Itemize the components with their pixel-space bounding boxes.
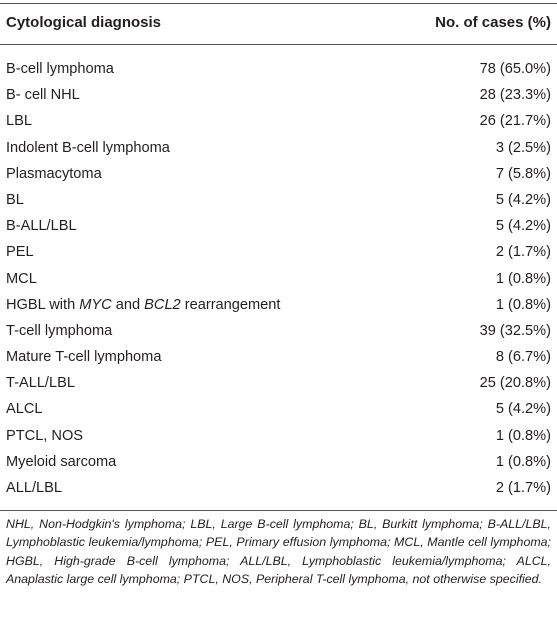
- table-row: [0, 423, 557, 449]
- row-diagnosis: Plasmacytoma: [6, 165, 102, 182]
- table-row: [0, 82, 557, 108]
- row-cases: 5 (4.2%): [495, 191, 551, 208]
- row-diagnosis: LBL: [6, 113, 32, 130]
- table-row: [0, 266, 557, 292]
- row-diagnosis: ALCL: [6, 401, 43, 418]
- table-row: [0, 135, 557, 161]
- table-row: [0, 292, 557, 318]
- table-top-rule: [0, 3, 557, 4]
- row-diagnosis-part: rearrangement: [180, 296, 281, 313]
- header-cases: No. of cases (%): [435, 14, 551, 31]
- row-cases: 39 (32.5%): [479, 322, 551, 339]
- row-diagnosis: PEL: [6, 244, 34, 261]
- table-header: [0, 10, 557, 36]
- table-row: [0, 108, 557, 134]
- row-diagnosis: B-cell lymphoma: [6, 61, 114, 77]
- table-row: [0, 449, 557, 475]
- row-diagnosis: B-ALL/LBL: [6, 218, 77, 235]
- row-diagnosis: Myeloid sarcoma: [6, 453, 117, 470]
- row-diagnosis-part: HGBL with: [6, 296, 80, 313]
- row-cases: 1 (0.8%): [495, 270, 551, 287]
- row-diagnosis: PTCL, NOS: [6, 427, 84, 444]
- table-footnote: NHL, Non-Hodgkin's lymphoma; LBL, Large B-cell lymphoma; BL, Burkitt lymphoma; B-ALL/LBL, Lymphoblastic leukemia/lymphoma; PEL, Primary effusion lymphoma; MCL, Mantle cell lymphoma; HGBL, High-grade B-cell lymphoma; ALL/LBL, Lymphoblastic leukemia/lymphoma; ALCL, Anaplastic large cell lymphoma; PTCL, NOS, Peripheral T-cell lymphoma, not otherwise specified.: [6, 517, 551, 587]
- row-diagnosis-gene: MYC: [79, 296, 112, 313]
- table-row: [0, 213, 557, 239]
- row-cases: 26 (21.7%): [479, 113, 551, 130]
- row-cases: 1 (0.8%): [495, 453, 551, 470]
- row-cases: 28 (23.3%): [479, 87, 551, 104]
- row-diagnosis: T-cell lymphoma: [6, 322, 113, 339]
- table-row: [0, 318, 557, 344]
- row-diagnosis-gene: BCL2: [144, 296, 181, 313]
- table-header-rule: [0, 44, 557, 45]
- table-row: [0, 370, 557, 396]
- row-cases: 78 (65.0%): [479, 61, 551, 77]
- row-diagnosis: B- cell NHL: [6, 87, 80, 104]
- header-diagnosis: Cytological diagnosis: [6, 14, 162, 31]
- table-row: [0, 344, 557, 370]
- table-row: [0, 475, 557, 501]
- row-diagnosis: Indolent B-cell lymphoma: [6, 139, 170, 156]
- row-cases: 2 (1.7%): [495, 480, 551, 496]
- table-row: [0, 161, 557, 187]
- row-cases: 1 (0.8%): [495, 427, 551, 444]
- row-cases: 8 (6.7%): [495, 349, 551, 366]
- table-row: [0, 396, 557, 422]
- row-diagnosis: [6, 292, 280, 318]
- row-diagnosis: Mature T-cell lymphoma: [6, 349, 162, 366]
- row-diagnosis: BL: [6, 191, 24, 208]
- row-cases: 7 (5.8%): [495, 165, 551, 182]
- row-diagnosis: MCL: [6, 270, 37, 287]
- row-cases: 1 (0.8%): [495, 296, 551, 313]
- table-row: [0, 187, 557, 213]
- row-cases: 5 (4.2%): [495, 218, 551, 235]
- table-body: [0, 56, 557, 501]
- row-diagnosis-part: and: [111, 296, 145, 313]
- row-diagnosis: ALL/LBL: [6, 480, 62, 496]
- row-diagnosis: T-ALL/LBL: [6, 375, 75, 392]
- table-bottom-rule: [0, 510, 557, 511]
- table-row: [0, 239, 557, 265]
- row-cases: 3 (2.5%): [495, 139, 551, 156]
- row-cases: 25 (20.8%): [479, 375, 551, 392]
- row-cases: 2 (1.7%): [495, 244, 551, 261]
- row-cases: 5 (4.2%): [495, 401, 551, 418]
- table-row: [0, 56, 557, 82]
